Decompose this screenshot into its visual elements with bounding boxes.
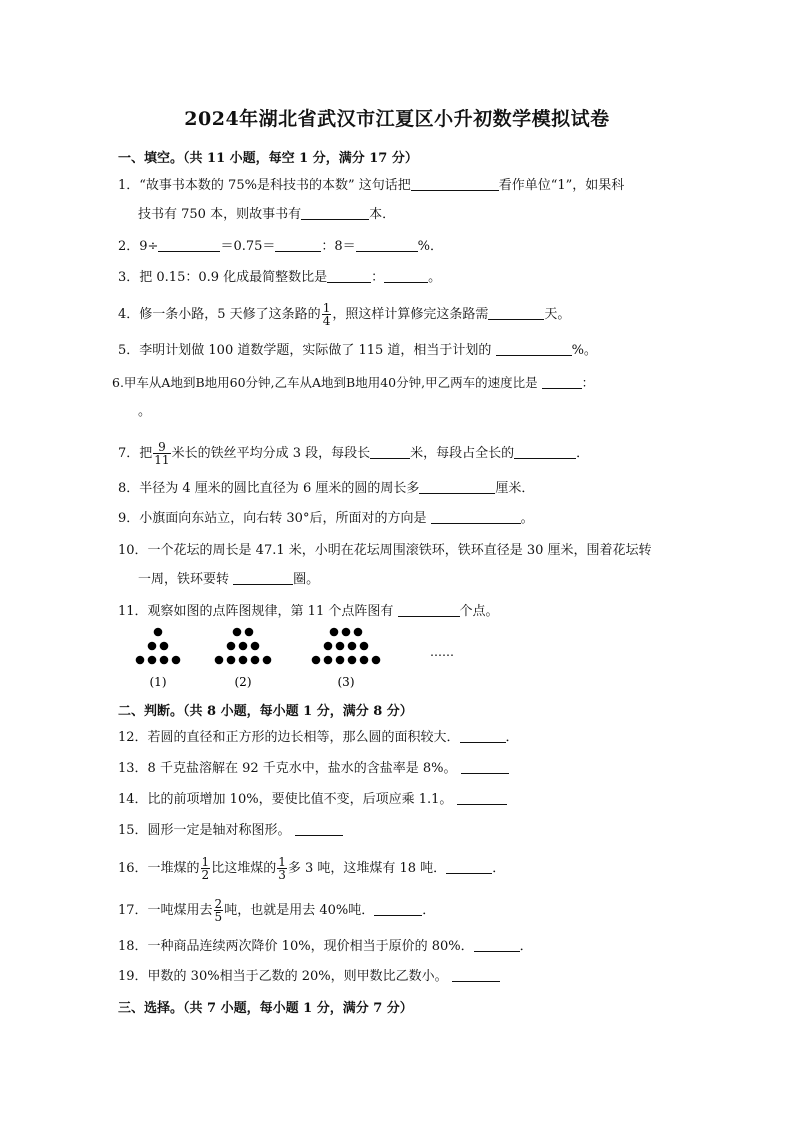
answer-blank[interactable] bbox=[457, 790, 507, 805]
answer-blank[interactable] bbox=[514, 444, 576, 459]
fraction: $\frac{1}{4}$ bbox=[322, 301, 331, 328]
answer-blank[interactable] bbox=[158, 237, 220, 252]
dot-pattern-figure bbox=[130, 622, 460, 692]
question-4: 4．修一条小路，5 天修了这条路的 $\frac{1}{4}$ ，照这样计算修完这条路需 天。 bbox=[118, 301, 571, 328]
question-15: 15．圆形一定是轴对称图形。 bbox=[118, 821, 343, 841]
dot-figure-1 bbox=[136, 628, 181, 665]
figure-ellipsis: …… bbox=[430, 645, 454, 659]
question-16: 16．一堆煤的 $\frac{1}{2}$ 比这堆煤的 $\frac{1}{3}$ 多 3 吨，这堆煤有 18 吨． ． bbox=[118, 855, 506, 882]
page-title: 2024年湖北省武汉市江夏区小升初数学模拟试卷 bbox=[184, 108, 610, 130]
dot-figure-2 bbox=[215, 628, 272, 665]
answer-blank[interactable] bbox=[370, 444, 410, 459]
question-10-cont: 一周，铁环要转 圈。 bbox=[138, 572, 320, 587]
answer-blank[interactable] bbox=[474, 937, 520, 952]
answer-blank[interactable] bbox=[301, 205, 369, 220]
answer-blank[interactable] bbox=[460, 728, 506, 743]
question-6-cont: 。 bbox=[138, 404, 152, 419]
question-5: 5．李明计划做 100 道数学题，实际做了 115 道，相当于计划的 %。 bbox=[118, 343, 597, 358]
question-9: 9．小旗面向东站立，向右转 30°后，所面对的方向是 。 bbox=[118, 511, 534, 526]
answer-blank[interactable] bbox=[295, 821, 343, 836]
fraction: $\frac{2}{5}$ bbox=[214, 897, 223, 924]
answer-blank[interactable] bbox=[411, 176, 499, 191]
fraction: $\frac{9}{11}$ bbox=[154, 440, 170, 467]
answer-blank[interactable] bbox=[356, 237, 418, 252]
answer-blank[interactable] bbox=[452, 967, 500, 982]
question-17: 17．一吨煤用去 $\frac{2}{5}$ 吨，也就是用去 40%吨． ． bbox=[118, 897, 436, 924]
answer-blank[interactable] bbox=[488, 305, 544, 320]
question-19: 19．甲数的 30%相当于乙数的 20%，则甲数比乙数小。 bbox=[118, 967, 500, 987]
question-18: 18．一种商品连续两次降价 10%，现价相当于原价的 80%． ． bbox=[118, 939, 533, 954]
section-heading-judge: 二、判断。（共 8 小题，每小题 1 分，满分 8 分） bbox=[118, 704, 413, 719]
answer-blank[interactable] bbox=[461, 759, 509, 774]
answer-blank[interactable] bbox=[374, 901, 422, 916]
figure-label-3: (3) bbox=[337, 675, 355, 689]
question-13: 13．8 千克盐溶解在 92 千克水中，盐水的含盐率是 8%。 bbox=[118, 759, 509, 779]
figure-label-2: (2) bbox=[234, 675, 252, 689]
answer-blank[interactable] bbox=[446, 859, 492, 874]
dot-figure-3 bbox=[312, 628, 381, 665]
question-1-cont: 技书有 750 本，则故事书有 本． bbox=[138, 207, 396, 222]
answer-blank[interactable] bbox=[542, 374, 582, 389]
answer-blank[interactable] bbox=[275, 237, 321, 252]
answer-blank[interactable] bbox=[384, 268, 428, 283]
answer-blank[interactable] bbox=[327, 268, 371, 283]
question-12: 12．若圆的直径和正方形的边长相等，那么圆的面积较大． ． bbox=[118, 730, 519, 745]
fraction: $\frac{1}{3}$ bbox=[278, 855, 286, 882]
section-heading-choice: 三、选择。（共 7 小题，每小题 1 分，满分 7 分） bbox=[118, 1001, 413, 1016]
fraction: $\frac{1}{2}$ bbox=[201, 855, 210, 882]
question-7: 7．把 $\frac{9}{11}$ 米长的铁丝平均分成 3 段，每段长 米，每段占全长的 ． bbox=[118, 440, 590, 467]
answer-blank[interactable] bbox=[419, 479, 495, 494]
question-1: 1．“故事书本数的 75%是科技书的本数” 这句话把 看作单位“1”，如果科 bbox=[118, 178, 625, 193]
answer-blank[interactable] bbox=[233, 570, 293, 585]
answer-blank[interactable] bbox=[496, 341, 572, 356]
question-14: 14．比的前项增加 10%，要使比值不变，后项应乘 1.1。 bbox=[118, 790, 507, 810]
section-heading-fill: 一、填空。（共 11 小题，每空 1 分，满分 17 分） bbox=[118, 151, 418, 166]
answer-blank[interactable] bbox=[398, 602, 460, 617]
question-10: 10．一个花坛的周长是 47.1 米，小明在花坛周围滚铁环，铁环直径是 30 厘米，围着花坛转 bbox=[118, 543, 652, 558]
answer-blank[interactable] bbox=[431, 509, 521, 524]
figure-label-1: (1) bbox=[149, 675, 167, 689]
question-11: 11．观察如图的点阵图规律，第 11 个点阵图有 个点。 bbox=[118, 604, 499, 619]
question-6: 6.甲车从A地到B地用60分钟,乙车从A地到B地用40分钟,甲乙两车的速度比是 ： bbox=[112, 375, 595, 390]
question-3: 3．把 0.15：0.9 化成最简整数比是 ： 。 bbox=[118, 270, 442, 285]
question-2: 2．9÷ ＝0.75＝ ：8＝ %． bbox=[118, 239, 444, 254]
question-8: 8．半径为 4 厘米的圆比直径为 6 厘米的圆的周长多 厘米． bbox=[118, 481, 535, 496]
